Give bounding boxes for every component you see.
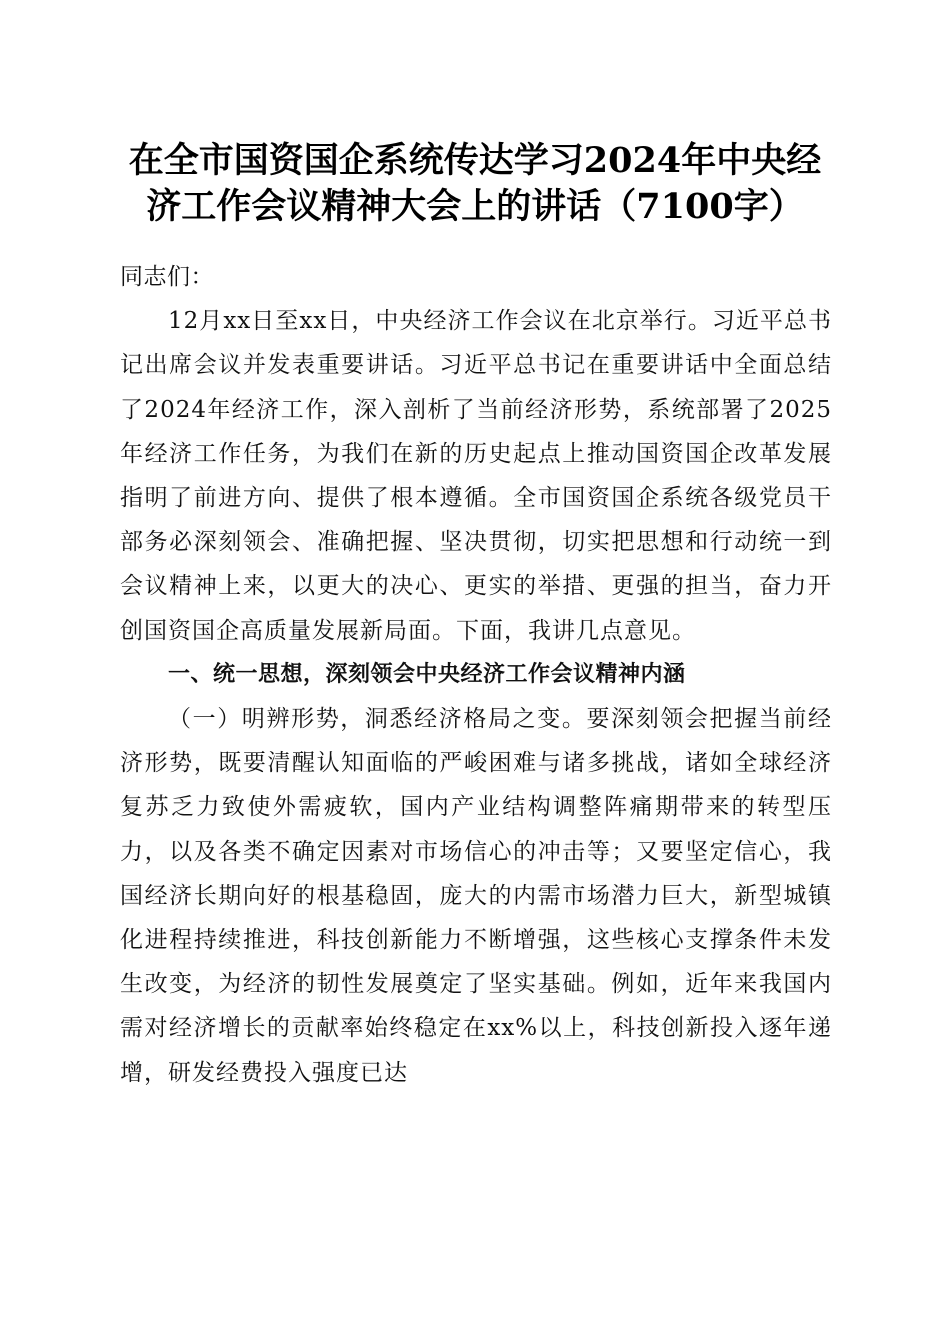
greeting: 同志们： (120, 264, 214, 290)
subsection-1-text: 要深刻领会把握当前经济形势，既要清醒认知面临的严峻困难与诸多挑战，诸如全球经济复苏乏力致使外需疲软，国内产业结构调整阵痛期带来的转型压力，以及各类不确定因素对市场信心的冲击等；又要坚定信心，我国经济长期向好的根基稳固，庞大的内需市场潜力巨大，新型城镇化进程持续推进，科技创新能力不断增强，这些核心支撑条件未发生改变，为经济的韧性发展奠定了坚实基础。例如，近年来我国内需对经济增长的贡献率始终稳定在xx%以上，科技创新投入逐年递增，研发经费投入强度已达 (120, 706, 833, 1086)
subsection-heading-1: （一）明辨形势，洞悉经济格局之变。 (168, 706, 587, 733)
paragraph-intro: 12月xx日至xx日，中央经济工作会议在北京举行。习近平总书记出席会议并发表重要讲话。习近平总书记在重要讲话中全面总结了2024年经济工作，深入剖析了当前经济形势，系统部署了2025年经济工作任务，为我们在新的历史起点上推动国资国企改革发展指明了前进方向、提供了根本遵循。全市国资国企系统各级党员干部务必深刻领会、准确把握、坚决贯彻，切实把思想和行动统一到会议精神上来，以更大的决心、更实的举措、更强的担当，奋力开创国资国企高质量发展新局面。下面，我讲几点意见。 (120, 308, 832, 644)
title-line-2: 济工作会议精神大会上的讲话（7100字） (146, 186, 804, 227)
section-heading-1: 一、统一思想，深刻领会中央经济工作会议精神内涵 (168, 661, 686, 687)
document-body (120, 255, 832, 1095)
title-line-1: 在全市国资国企系统传达学习2024年中央经 (128, 140, 822, 181)
document-title (100, 138, 850, 230)
paragraph-subsection-1 (120, 697, 832, 1095)
